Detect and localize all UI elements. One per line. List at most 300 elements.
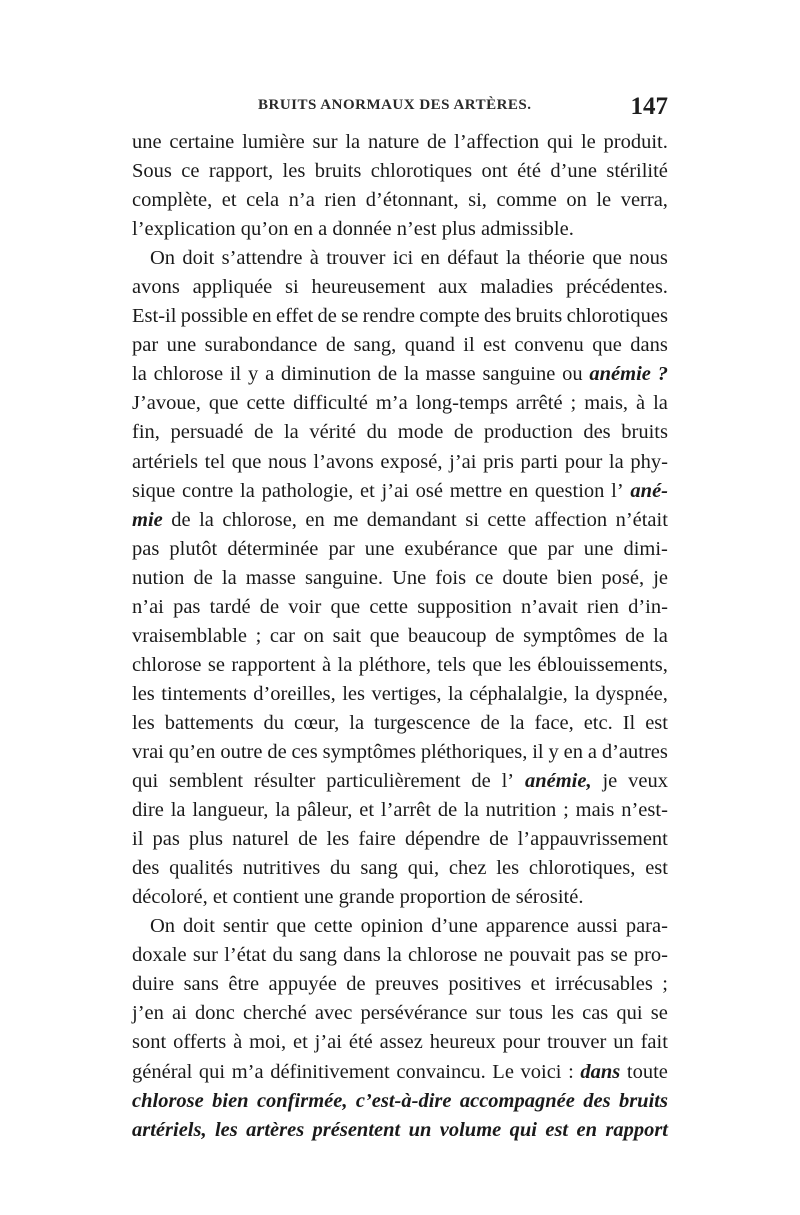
word: confirmée,	[256, 1089, 348, 1112]
word: éblouissements,	[537, 653, 668, 676]
page-number: 147	[630, 93, 668, 120]
word: la	[345, 131, 361, 153]
word: est	[645, 711, 668, 734]
word: s’attendre	[221, 247, 303, 270]
word: tel	[204, 450, 226, 473]
word: produit.	[603, 131, 668, 153]
word: mode	[397, 421, 444, 444]
word: pouvait	[509, 944, 571, 967]
word: vérité	[309, 421, 357, 444]
word: donc	[194, 1002, 235, 1025]
word: les	[508, 653, 532, 676]
word: résulter	[253, 770, 316, 793]
word: nutrition	[485, 799, 557, 822]
word: pléthoriques,	[420, 740, 528, 763]
word: été	[348, 1031, 373, 1054]
word: On	[150, 915, 176, 938]
body-text	[132, 128, 668, 1145]
word: toute	[626, 1060, 668, 1083]
word: anémie,	[524, 770, 592, 793]
word: mie	[132, 508, 163, 531]
word: verra,	[620, 189, 668, 212]
word: la	[653, 392, 668, 415]
word: chlorose,	[222, 508, 297, 531]
word: ;	[563, 799, 569, 822]
word: fois	[435, 566, 467, 589]
word: l’explication	[132, 218, 236, 241]
word: se	[341, 305, 359, 328]
word: cette	[313, 915, 353, 938]
word: pas	[152, 828, 180, 851]
word: rendre	[362, 305, 415, 328]
word: cœur,	[294, 711, 340, 734]
word: la	[132, 363, 147, 386]
word: se	[650, 1002, 668, 1025]
word: grande	[338, 886, 395, 909]
text-line	[132, 157, 668, 186]
word: une	[132, 131, 162, 153]
word: des	[132, 857, 160, 880]
word: trouver	[326, 247, 386, 270]
word: chlorose	[132, 1089, 204, 1112]
word: question	[534, 479, 605, 502]
word: ces	[291, 740, 318, 763]
word: le	[596, 189, 612, 212]
text-line	[132, 302, 668, 331]
word: comme	[496, 189, 557, 212]
word: et	[221, 189, 237, 212]
word: une	[583, 537, 614, 560]
word: la	[337, 653, 353, 676]
word: particulièrement	[326, 770, 461, 793]
text-line	[132, 738, 668, 767]
word: duire	[132, 973, 175, 996]
word: symptômes	[322, 740, 417, 763]
word: la	[464, 799, 479, 822]
word: de	[193, 566, 213, 589]
word: nous	[629, 247, 668, 270]
word: opinion	[360, 915, 424, 938]
word: a	[265, 363, 275, 386]
word: est	[645, 857, 668, 880]
word: contient	[232, 886, 299, 909]
text-line	[132, 796, 668, 825]
word: et	[359, 479, 375, 502]
word: masse	[425, 363, 476, 386]
word: bruits	[618, 1089, 668, 1112]
word: apparence	[485, 915, 569, 938]
word: à	[233, 1031, 243, 1054]
word: de	[325, 334, 346, 357]
text-line	[132, 680, 668, 709]
word: cette	[487, 508, 527, 531]
word: la	[199, 508, 214, 531]
word: pas	[132, 537, 160, 560]
text-line	[132, 360, 668, 389]
word: de	[437, 799, 458, 822]
word: bien	[212, 1089, 249, 1112]
word: l’état	[224, 944, 267, 967]
word: tardé	[209, 595, 251, 618]
word: para-	[625, 915, 668, 938]
word: de	[480, 711, 500, 734]
word: si	[465, 508, 479, 531]
word: sique	[132, 479, 176, 502]
word: vraisemblable	[132, 624, 247, 647]
word: j’en	[132, 1002, 164, 1025]
word: ané-	[630, 479, 668, 502]
word: qu’en	[168, 740, 216, 763]
word: sont	[132, 1031, 167, 1054]
word: dimi-	[623, 537, 668, 560]
word: de	[625, 624, 645, 647]
word: sentir	[222, 915, 269, 938]
word: voici	[520, 1060, 562, 1083]
word: déterminée	[227, 537, 319, 560]
word: exubérance	[404, 537, 498, 560]
word: rapport	[605, 1118, 668, 1141]
word: exposé,	[380, 450, 443, 473]
word: rien	[587, 595, 619, 618]
word: Sous	[132, 160, 172, 183]
word: on	[566, 189, 587, 212]
word: semblent	[169, 770, 244, 793]
word: en	[293, 218, 314, 241]
text-line	[132, 448, 668, 477]
word: défaut	[447, 247, 499, 270]
word: aux	[438, 276, 468, 299]
word: pro-	[633, 944, 668, 967]
word: mais	[575, 799, 615, 822]
word: et	[292, 1031, 308, 1054]
word: les	[282, 160, 306, 183]
word: sanguine	[482, 363, 556, 386]
word: l’affection	[454, 131, 540, 153]
word: heureusement	[311, 276, 426, 299]
word: moi,	[249, 1031, 287, 1054]
word: les	[214, 1118, 238, 1141]
word: pour	[564, 450, 603, 473]
word: la	[403, 363, 419, 386]
word: qualités	[169, 857, 233, 880]
word: avec	[314, 1002, 353, 1025]
word: voir	[288, 595, 322, 618]
word: j’ai	[314, 1031, 342, 1054]
word: arrêté	[515, 392, 563, 415]
word: rapport,	[208, 160, 274, 183]
word: que	[208, 392, 239, 415]
word: la	[653, 624, 668, 647]
word: d’étonnant,	[365, 189, 459, 212]
word: ai	[172, 1002, 187, 1025]
word: il	[463, 334, 475, 357]
text-line	[132, 535, 668, 564]
word: phy-	[630, 450, 668, 473]
word: artériels	[132, 450, 199, 473]
word: que	[276, 915, 306, 938]
word: pour	[502, 1031, 541, 1054]
word: plutôt	[169, 537, 218, 560]
word: donnée	[332, 218, 392, 241]
text-line	[132, 651, 668, 680]
word: la	[505, 247, 521, 270]
word: de	[489, 828, 509, 851]
word: se	[610, 944, 628, 967]
page-header	[132, 93, 668, 123]
word: théorie	[527, 247, 585, 270]
word: un	[613, 1031, 634, 1054]
word: d’une	[431, 915, 478, 938]
word: ce	[181, 160, 200, 183]
text-line	[132, 999, 668, 1028]
word: qui	[509, 1118, 537, 1141]
word: de	[298, 828, 318, 851]
word: la	[574, 682, 590, 705]
word: doit	[183, 915, 215, 938]
word: n’ai	[132, 595, 164, 618]
word: face,	[534, 711, 574, 734]
word: ;	[662, 973, 668, 996]
word: fait	[640, 1031, 668, 1054]
word: fin,	[132, 421, 160, 444]
word: tintements	[161, 682, 247, 705]
word: admissible.	[481, 218, 574, 241]
word: pas	[173, 595, 201, 618]
word: sang,	[353, 334, 397, 357]
word: y	[248, 363, 259, 386]
word: définitivement	[270, 1060, 390, 1083]
text-line	[132, 854, 668, 883]
word: à	[636, 392, 646, 415]
word: posé,	[601, 566, 645, 589]
word: dans	[343, 944, 381, 967]
running-title: BRUITS ANORMAUX DES ARTÈRES.	[258, 97, 532, 113]
word: pléthore,	[358, 653, 432, 676]
word: demandant	[366, 508, 457, 531]
word: chlorose	[407, 944, 478, 967]
word: surabondance	[204, 334, 318, 357]
word: en	[305, 508, 325, 531]
word: a	[587, 740, 597, 763]
word: long-temps	[415, 392, 508, 415]
word: sans	[183, 973, 219, 996]
word: bruits	[314, 160, 362, 183]
word: bien	[557, 566, 593, 589]
word: par	[328, 537, 355, 560]
word: m’a	[375, 392, 408, 415]
word: qui	[546, 131, 574, 153]
word: preuves	[375, 973, 439, 996]
word: j’ai	[449, 450, 477, 473]
word: de	[259, 595, 280, 618]
word: n’était	[615, 508, 668, 531]
word: si	[285, 276, 299, 299]
text-line	[132, 1058, 668, 1087]
word: ne	[483, 944, 503, 967]
text-line	[132, 418, 668, 447]
word: d’une	[550, 160, 598, 183]
word: ou	[562, 363, 583, 386]
word: sur	[312, 131, 338, 153]
word: m’a	[231, 1060, 264, 1083]
word: qui,	[407, 857, 440, 880]
word: Le	[492, 1060, 514, 1083]
text-line	[132, 912, 668, 941]
word: sang	[299, 944, 337, 967]
word: ont	[481, 160, 508, 183]
word: y	[548, 740, 559, 763]
word: ;	[255, 624, 262, 647]
word: rapportent	[231, 653, 316, 676]
word: du	[330, 857, 351, 880]
word: la	[170, 799, 186, 822]
text-line	[132, 331, 668, 360]
word: est	[483, 334, 506, 357]
word: je	[653, 566, 668, 589]
word: que	[369, 624, 400, 647]
word: chlorose	[132, 653, 202, 676]
text-line	[132, 215, 668, 244]
word: de	[377, 363, 398, 386]
word: assez	[379, 1031, 423, 1054]
word: n’est	[396, 218, 437, 241]
word: être	[228, 973, 260, 996]
word: mettre	[449, 479, 503, 502]
word: on	[303, 624, 325, 647]
word: céphalalgie,	[469, 682, 568, 705]
word: doute	[502, 566, 548, 589]
word: chlorose	[153, 363, 224, 386]
word: l’arrêt	[380, 799, 431, 822]
word: ?	[657, 363, 668, 386]
word: :	[568, 1060, 574, 1083]
word: doit	[182, 247, 215, 270]
word: volume	[439, 1118, 502, 1141]
word: bruits	[515, 305, 563, 328]
word: à	[309, 247, 319, 270]
word: de	[317, 305, 337, 328]
word: Une	[392, 566, 427, 589]
word: cette	[369, 595, 409, 618]
word: les	[132, 682, 155, 705]
word: cela	[246, 189, 280, 212]
word: persuadé	[170, 421, 244, 444]
word: nutritives	[242, 857, 321, 880]
word: l’avons	[313, 450, 374, 473]
word: complète,	[132, 189, 213, 212]
text-line	[132, 244, 668, 273]
word: cette	[246, 392, 286, 415]
word: et	[530, 973, 546, 996]
word: battements	[164, 711, 254, 734]
word: l’	[501, 770, 515, 793]
word: nature	[367, 131, 420, 153]
word: de	[426, 131, 447, 153]
word: il	[532, 740, 544, 763]
word: que	[507, 537, 538, 560]
word: car	[269, 624, 295, 647]
word: en	[420, 247, 440, 270]
word: dans	[630, 334, 668, 357]
word: avons	[132, 276, 180, 299]
word: chlorotiques	[370, 160, 473, 183]
word: d’oreilles,	[253, 682, 336, 705]
word: faire	[358, 828, 396, 851]
word: etc.	[583, 711, 613, 734]
word: une	[166, 334, 197, 357]
word: d’in-	[628, 595, 668, 618]
word: présentent	[312, 1118, 401, 1141]
word: de	[471, 770, 491, 793]
word: pas	[576, 944, 605, 967]
word: les	[342, 682, 366, 705]
word: me	[333, 508, 359, 531]
word: en	[563, 740, 583, 763]
word: compte	[419, 305, 480, 328]
word: la	[386, 944, 402, 967]
word: sang	[360, 857, 398, 880]
word: dyspnée,	[595, 682, 668, 705]
word: maladies	[480, 276, 554, 299]
word: le	[580, 131, 596, 153]
word: convenu	[514, 334, 584, 357]
word: turgescence	[374, 711, 471, 734]
word: il	[132, 828, 144, 851]
word: par	[547, 537, 574, 560]
word: du	[263, 711, 285, 734]
word: la	[349, 711, 365, 734]
text-line	[132, 970, 668, 999]
word: les	[551, 1002, 574, 1025]
word: du	[272, 944, 294, 967]
word: de	[171, 508, 191, 531]
word: une	[364, 537, 395, 560]
word: la	[509, 711, 525, 734]
word: ;	[570, 392, 577, 415]
word: une	[303, 886, 334, 909]
word: pris	[483, 450, 514, 473]
word: que	[592, 334, 622, 357]
word: quand	[404, 334, 455, 357]
word: il	[229, 363, 242, 386]
word: n’est-	[621, 799, 668, 822]
text-line	[132, 273, 668, 302]
word: c’est-à-dire	[355, 1089, 452, 1112]
word: en	[576, 1118, 597, 1141]
word: des	[483, 305, 512, 328]
word: que	[592, 247, 622, 270]
word: veux	[628, 770, 668, 793]
word: de	[491, 886, 511, 909]
word: des	[583, 1089, 611, 1112]
word: la	[608, 450, 624, 473]
word: tels	[437, 653, 466, 676]
word: beaucoup	[407, 624, 487, 647]
word: d’autres	[601, 740, 668, 763]
word: masse	[245, 566, 296, 589]
word: sérosité.	[515, 886, 584, 909]
text-line	[132, 564, 668, 593]
word: la	[240, 479, 255, 502]
word: la	[275, 799, 291, 822]
word: nution	[132, 566, 185, 589]
word: en	[252, 305, 272, 328]
word: positives	[448, 973, 522, 996]
word: si,	[468, 189, 487, 212]
word: sur	[192, 944, 218, 967]
word: irrécusables	[554, 973, 653, 996]
word: et	[359, 799, 375, 822]
